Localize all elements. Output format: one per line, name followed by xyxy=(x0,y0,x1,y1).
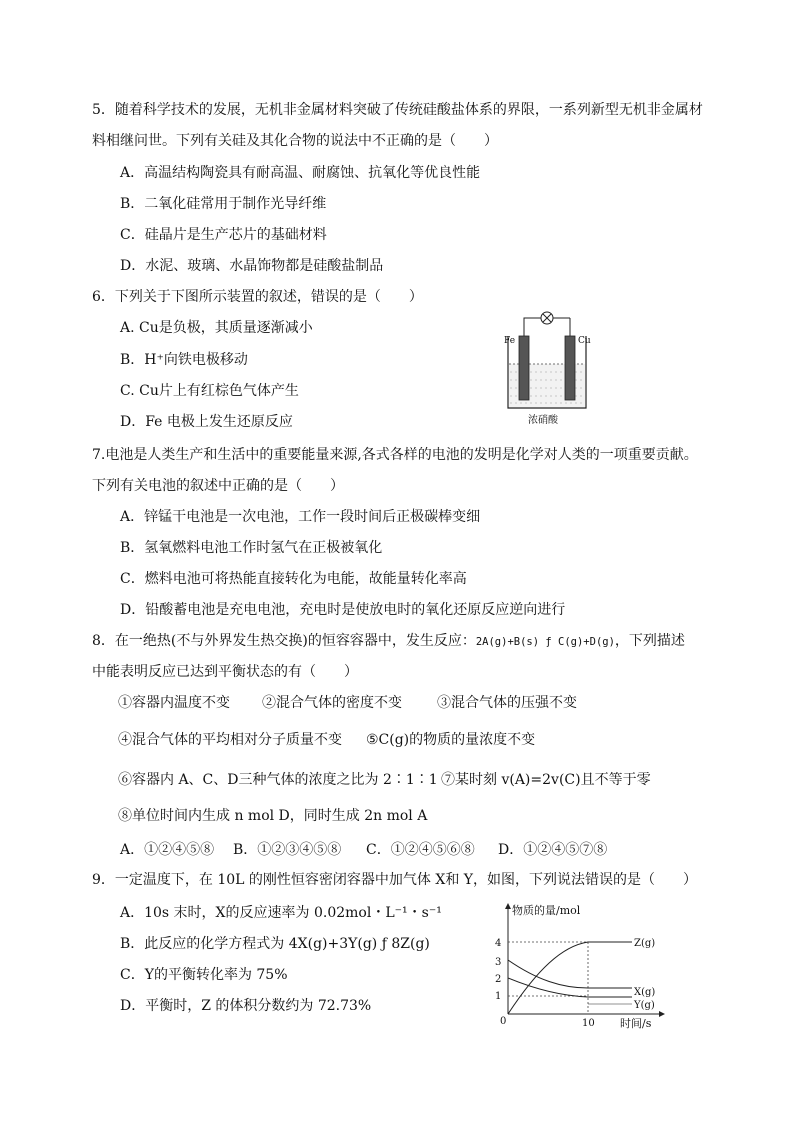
q7-option-d: D．铅酸蓄电池是充电电池，充电时是使放电时的氧化还原反应逆向进行 xyxy=(120,602,566,618)
x-tick-10: 10 xyxy=(582,1018,595,1029)
q8-equation: 2A(g)+B(s) ƒ C(g)+D(g) xyxy=(475,636,615,648)
q7-stem-line1: 7.电池是人类生产和生活中的重要能量来源,各式各样的电池的发明是化学对人类的一项重要贡献。 xyxy=(92,447,698,463)
galvanic-cell-figure xyxy=(498,306,608,426)
q8-stem-part2: ，下列描述 xyxy=(614,633,685,649)
q6-option-c: C. Cu片上有红棕色气体产生 xyxy=(120,383,299,399)
y-tick-1: 1 xyxy=(495,991,502,1002)
q5-stem-line1: 5．随着科学技术的发展，无机非金属材料突破了传统硅酸盐体系的界限，一系列新型无机非金属材 xyxy=(92,102,703,118)
q7-option-b: B．氢氧燃料电池工作时氢气在正极被氧化 xyxy=(120,540,383,556)
q8-answer-b: B．①②③④⑤⑧ xyxy=(233,842,342,858)
q6-stem: 6．下列关于下图所示装置的叙述，错误的是（ ） xyxy=(92,289,423,305)
fe-label: Fe xyxy=(504,336,516,346)
q8-answer-a: A．①②④⑤⑧ xyxy=(120,842,215,858)
q7-stem-line2: 下列有关电池的叙述中正确的是（ ） xyxy=(92,478,344,494)
y-axis-label: 物质的量/mol xyxy=(512,904,581,917)
q9-graph xyxy=(482,900,682,1035)
q5-option-b: B．二氧化硅常用于制作光导纤维 xyxy=(120,196,327,212)
q8-item-6: ⑥容器内 A、C、D三种气体的浓度之比为 2∶1∶1 xyxy=(118,772,438,788)
q8-item-7: ⑦某时刻 v(A)=2v(C)且不等于零 xyxy=(441,772,651,788)
q9-option-b: B．此反应的化学方程式为 4X(g)+3Y(g) ƒ 8Z(g) xyxy=(120,936,430,952)
y-tick-2: 2 xyxy=(495,974,502,985)
fe-electrode xyxy=(519,336,529,400)
q5-option-c: C．硅晶片是生产芯片的基础材料 xyxy=(120,227,327,243)
q8-answer-d: D．①②④⑤⑦⑧ xyxy=(498,842,608,858)
cu-label: Cu xyxy=(578,336,591,346)
q8-stem-line1 xyxy=(92,631,685,652)
series-label-y: Y(g) xyxy=(634,1000,655,1011)
q8-item-8: ⑧单位时间内生成 n mol D，同时生成 2n mol A xyxy=(118,808,428,824)
q8-item-2: ②混合气体的密度不变 xyxy=(262,695,402,711)
q9-stem: 9．一定温度下，在 10L 的刚性恒容密闭容器中加气体 X和 Y，如图，下列说法错误的是（ ） xyxy=(92,872,698,888)
x-axis-label: 时间/s xyxy=(620,1017,652,1030)
q9-option-c: C．Y的平衡转化率为 75% xyxy=(120,967,288,983)
cu-electrode xyxy=(565,336,575,400)
q8-item-3: ③混合气体的压强不变 xyxy=(437,695,577,711)
series-label-z: Z(g) xyxy=(634,938,656,949)
q8-answer-c: C．①②④⑤⑥⑧ xyxy=(366,842,475,858)
q8-item-5: ⑤C(g)的物质的量浓度不变 xyxy=(366,732,536,748)
curve-x xyxy=(508,960,632,988)
curve-z xyxy=(508,942,632,1014)
q6-option-a: A. Cu是负极，其质量逐渐减小 xyxy=(120,320,313,336)
q5-stem-line2: 料相继问世。下列有关硅及其化合物的说法中不正确的是（ ） xyxy=(92,133,498,149)
q5-option-d: D．水泥、玻璃、水晶饰物都是硅酸盐制品 xyxy=(120,258,384,274)
q5-option-a: A．高温结构陶瓷具有耐高温、耐腐蚀、抗氧化等优良性能 xyxy=(120,165,481,181)
q6-option-d: D．Fe 电极上发生还原反应 xyxy=(120,414,293,430)
y-tick-4: 4 xyxy=(495,938,502,949)
origin-label: 0 xyxy=(500,1016,507,1027)
y-tick-3: 3 xyxy=(495,957,502,968)
q6-option-b: B．H⁺向铁电极移动 xyxy=(120,352,248,368)
q9-option-d: D．平衡时，Z 的体积分数约为 72.73% xyxy=(120,998,372,1014)
figure-caption: 浓硝酸 xyxy=(528,415,558,426)
q7-option-c: C．燃料电池可将热能直接转化为电能，故能量转化率高 xyxy=(120,571,467,587)
q8-item-1: ①容器内温度不变 xyxy=(118,695,230,711)
q7-option-a: A．锌锰干电池是一次电池，工作一段时间后正极碳棒变细 xyxy=(120,509,481,525)
q9-option-a: A．10s 末时，X的反应速率为 0.02mol・L⁻¹・s⁻¹ xyxy=(120,905,442,921)
q8-item-4: ④混合气体的平均相对分子质量不变 xyxy=(118,732,342,748)
series-label-x: X(g) xyxy=(634,987,656,998)
q8-stem-line2: 中能表明反应已达到平衡状态的有（ ） xyxy=(92,664,358,680)
q8-stem-part1: 8．在一绝热(不与外界发生热交换)的恒容容器中，发生反应： xyxy=(92,633,476,649)
